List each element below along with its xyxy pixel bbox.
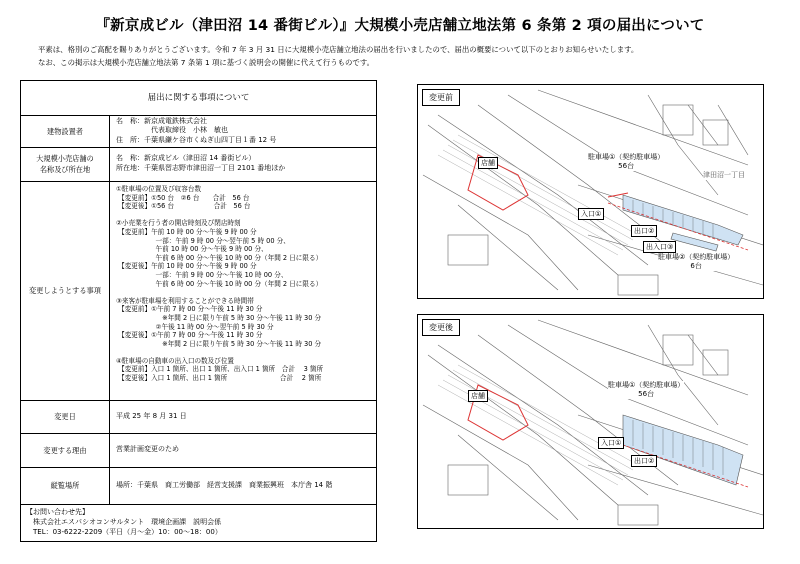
table-row (21, 115, 376, 148)
row-value: 名 称：新京成ビル（津田沼 14 番街ビル） 所在地：千葉県習志野市津田沼一丁目 2101 番地ほか (116, 154, 286, 172)
parking-2-label: 駐車場②（契約駐車場） 6台 (658, 253, 735, 270)
parking-1-label: 駐車場①（契約駐車場） 56台 (608, 381, 685, 398)
map-after (417, 314, 764, 529)
town-label: 津田沼一丁目 (703, 171, 745, 179)
table-row (21, 147, 376, 182)
intro-line-1: 平素は、格別のご高配を賜りありがとうございます。令和 7 年 3 月 31 日に大規模小売店舗立地法の届出を行いましたので、届出の概要について以下のとおりお知らせいたします。 (38, 45, 639, 54)
row-value: 平成 25 年 8 月 31 日 (116, 411, 187, 420)
table-row (21, 433, 376, 468)
row-label: 大規模小売店舗の 名称及び所在地 (21, 147, 110, 181)
row-label: 変更する理由 (21, 433, 110, 467)
entrance-1-label: 入口① (598, 437, 624, 449)
row-value: 名 称：新京成電鉄株式会社 代表取締役 小林 敏也 住 所：千葉県鎌ケ谷市くぬぎ山四丁目１番 12 号 (116, 116, 277, 144)
entrance-1-label: 入口① (578, 208, 604, 220)
row-label: 変更しようとする事項 (21, 181, 110, 400)
map-before (417, 84, 764, 299)
map-drawing (418, 315, 764, 529)
table-header: 届出に関する事項について (21, 81, 376, 116)
table-row (21, 467, 376, 505)
row-label: 縦覧場所 (21, 467, 110, 504)
row-value: 営業計画変更のため (116, 445, 179, 454)
intro-line-2: なお、この掲示は大規模小売店舗立地法第 7 条第 1 項に基づく説明会の開催に代えて行うものです。 (38, 58, 375, 67)
row-value: ①駐車場の位置及び収容台数 【変更前】①50 台 ②6 台 合計 56 台 【変更後】①56 台 合計 56 台 ②小売業を行う者の開店時刻及び閉店時刻 【変更前】午前 10 時 00 分～午後 9 時 00 分 一部：午前 9 時 00 分～翌午前 5 時 00 分、 午前 10 時 00 分～午後 9 時 00 分、 午前 6 時 00 分～午後 10 時 00 分（年間 2 日に限る） 【変更後】午前 10 時 00 分～午後 9 時 00 分 一部：午前 9 時 00 分～午後 10 時 00 分、 午前 6 時 00 分～午後 10 時 00 分（年間 2 日に限る） ③来客が駐車場を利用することができる時間帯 【変更前】①午前 7 時 00 分～午後 11 時 30 分 ※年間 2 日に限り午前 5 時 30 分～午後 11 時 30 分 ②午後 11 時 00 分～翌午前 5 時 30 分 【変更後】①午前 7 時 00 分～午後 11 時 30 分 ※年間 2 日に限り午前 5 時 30 分～午後 11 時 30 分 ④駐車場の自動車の出入口の数及び位置 【変更前】入口 1 箇所、出口 1 箇所、出入口 1 箇所 合計 3 箇所 【変更後】入口 1 箇所、出口 1 箇所 合計 2 箇所 (116, 185, 324, 383)
row-label: 変更日 (21, 400, 110, 433)
contact-info: 【お問い合わせ先】 株式会社エスパシオコンサルタント 環境企画課 説明会係 TEL：03-6222-2209（平日（月～金）10：00～18：00） (26, 508, 222, 536)
page-title: 『新京成ビル（津田沼 14 番街ビル）』大規模小売店舗立地法第 6 条第 2 項の届出について (95, 18, 705, 34)
table-row (21, 181, 376, 401)
row-label: 建物設置者 (21, 115, 110, 147)
exit-2-label: 出口② (631, 455, 657, 467)
table-row (21, 400, 376, 434)
row-value: 場所：千葉県 商工労働部 経営支援課 商業振興班 本庁舎 14 階 (116, 480, 333, 489)
exit-2-label: 出口② (631, 225, 657, 237)
inout-3-label: 出入口③ (643, 241, 676, 253)
store-label: 店舗 (468, 390, 488, 402)
parking-1-label: 駐車場①（契約駐車場） 56台 (588, 153, 665, 170)
map-label: 変更後 (422, 319, 460, 336)
notification-table (20, 80, 377, 542)
store-label: 店舗 (478, 157, 498, 169)
map-label: 変更前 (422, 89, 460, 106)
